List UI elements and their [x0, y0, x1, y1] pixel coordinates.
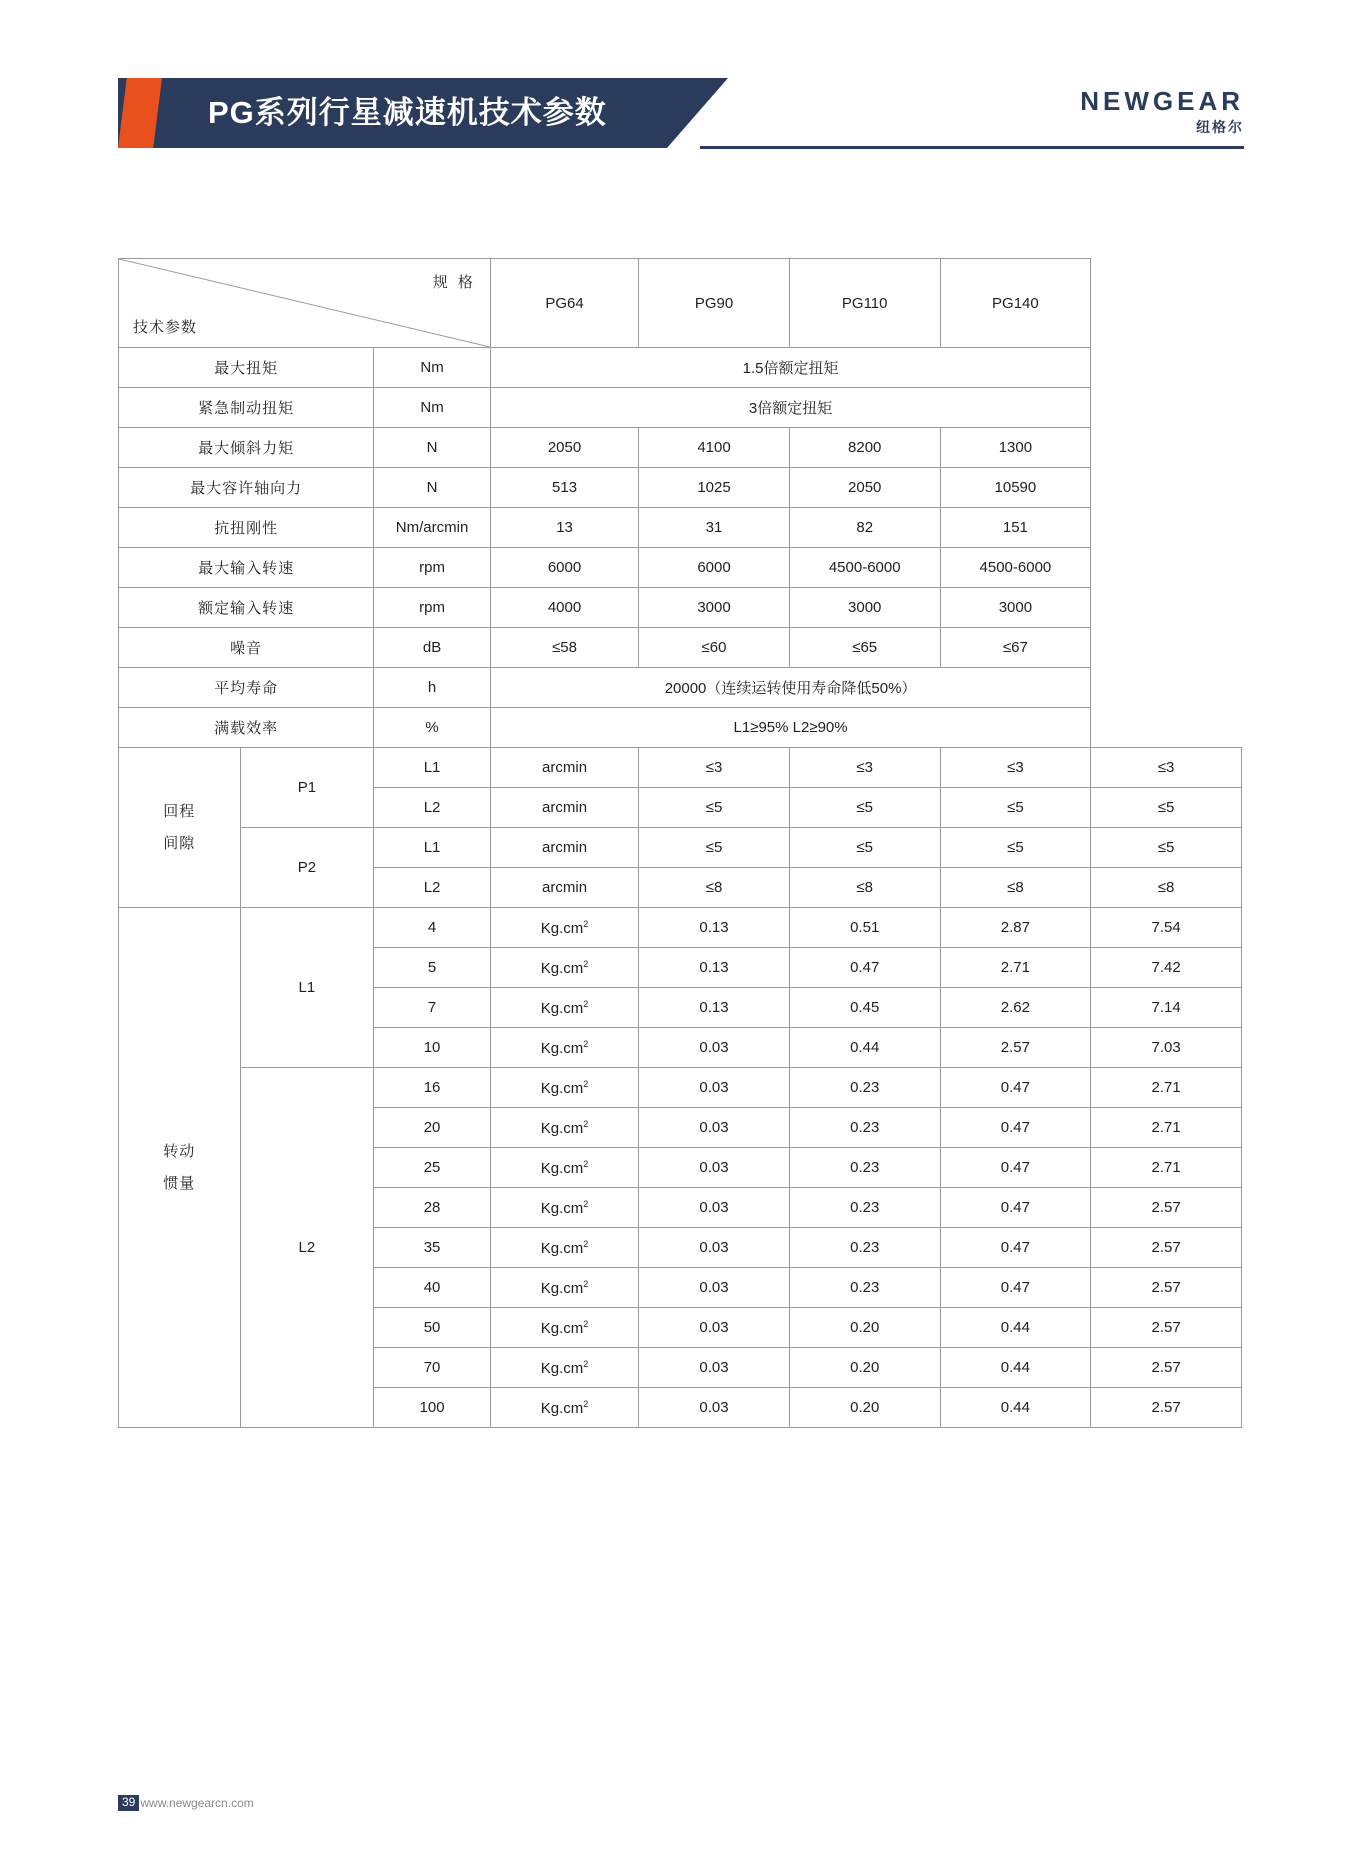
row-label: 最大倾斜力矩 [119, 428, 374, 468]
page-title: PG系列行星减速机技术参数 [208, 95, 607, 130]
ratio-value: 100 [374, 1388, 491, 1428]
row-unit: $Kg.cm^2$ [490, 1108, 638, 1148]
row-value: ≤5 [639, 828, 790, 868]
row-value: 2.57 [1091, 1348, 1242, 1388]
group-label-line2: 惯量 [163, 1174, 196, 1192]
row-label: 最大容许轴向力 [119, 468, 374, 508]
table-row [119, 668, 1242, 708]
row-value: 513 [490, 468, 638, 508]
page-number: 39 [118, 1795, 139, 1811]
row-unit: $Kg.cm^2$ [490, 1068, 638, 1108]
ratio-value: 50 [374, 1308, 491, 1348]
row-value: 31 [639, 508, 790, 548]
row-unit: h [374, 668, 491, 708]
stage-label: L1 [374, 748, 491, 788]
row-unit: $Kg.cm^2$ [490, 948, 638, 988]
row-unit: Nm [374, 388, 491, 428]
row-span-value: 20000（连续运转使用寿命降低50%） [490, 668, 1090, 708]
row-unit: $Kg.cm^2$ [490, 908, 638, 948]
row-value: 2.57 [1091, 1188, 1242, 1228]
row-value: ≤8 [940, 868, 1091, 908]
row-value: ≤5 [789, 828, 940, 868]
row-value: ≤65 [789, 628, 940, 668]
row-value: 0.13 [639, 948, 790, 988]
row-value: 0.23 [789, 1228, 940, 1268]
row-value: 0.03 [639, 1388, 790, 1428]
row-value: 0.47 [940, 1228, 1091, 1268]
stage-label: L1 [374, 828, 491, 868]
table-row [119, 508, 1242, 548]
table-row [119, 348, 1242, 388]
row-value: 7.42 [1091, 948, 1242, 988]
row-value: 7.54 [1091, 908, 1242, 948]
row-value: ≤58 [490, 628, 638, 668]
row-unit: Nm [374, 348, 491, 388]
row-unit: $Kg.cm^2$ [490, 1228, 638, 1268]
row-value: 4100 [639, 428, 790, 468]
group-label-line2: 间隙 [163, 834, 196, 852]
row-unit: $Kg.cm^2$ [490, 1388, 638, 1428]
row-value: 4500-6000 [789, 548, 940, 588]
table-row [119, 388, 1242, 428]
row-span-value: 3倍额定扭矩 [490, 388, 1090, 428]
row-value: 6000 [639, 548, 790, 588]
table-row [119, 588, 1242, 628]
row-unit: N [374, 468, 491, 508]
row-value: 0.03 [639, 1308, 790, 1348]
row-value: 2.71 [940, 948, 1091, 988]
table-row [119, 468, 1242, 508]
row-unit: $Kg.cm^2$ [490, 1188, 638, 1228]
row-value: 0.13 [639, 908, 790, 948]
subgroup-label-p1: P1 [240, 748, 374, 828]
ratio-value: 25 [374, 1148, 491, 1188]
row-value: 6000 [490, 548, 638, 588]
row-value: ≤5 [940, 828, 1091, 868]
table-row [119, 548, 1242, 588]
row-value: 82 [789, 508, 940, 548]
row-label: 最大输入转速 [119, 548, 374, 588]
row-value: 0.20 [789, 1348, 940, 1388]
row-value: ≤5 [789, 788, 940, 828]
ratio-value: 16 [374, 1068, 491, 1108]
ratio-value: 20 [374, 1108, 491, 1148]
row-unit: $Kg.cm^2$ [490, 1268, 638, 1308]
row-value: 0.03 [639, 1348, 790, 1388]
row-label: 最大扭矩 [119, 348, 374, 388]
row-value: 0.44 [940, 1308, 1091, 1348]
row-value: ≤8 [639, 868, 790, 908]
row-value: ≤5 [639, 788, 790, 828]
table-row [119, 748, 1242, 788]
row-unit: $Kg.cm^2$ [490, 1028, 638, 1068]
ratio-value: 7 [374, 988, 491, 1028]
page-footer [118, 1795, 254, 1811]
table-row [119, 708, 1242, 748]
row-value: 3000 [639, 588, 790, 628]
model-header-pg140: PG140 [940, 259, 1091, 348]
stage-label-l1: L1 [240, 908, 374, 1068]
header-divider-rule [700, 146, 1244, 149]
row-unit: $Kg.cm^2$ [490, 1148, 638, 1188]
row-unit: rpm [374, 588, 491, 628]
table-row [119, 1068, 1242, 1108]
row-value: 2.57 [940, 1028, 1091, 1068]
row-unit: arcmin [490, 748, 638, 788]
row-value: 0.13 [639, 988, 790, 1028]
row-value: 8200 [789, 428, 940, 468]
row-span-value: 1.5倍额定扭矩 [490, 348, 1090, 388]
row-label: 紧急制动扭矩 [119, 388, 374, 428]
row-value: ≤3 [940, 748, 1091, 788]
row-value: 0.47 [940, 1188, 1091, 1228]
model-header-pg64: PG64 [490, 259, 638, 348]
ratio-value: 10 [374, 1028, 491, 1068]
row-value: 0.03 [639, 1028, 790, 1068]
row-value: 7.03 [1091, 1028, 1242, 1068]
row-value: ≤5 [1091, 788, 1242, 828]
row-unit: arcmin [490, 868, 638, 908]
row-value: 0.44 [940, 1388, 1091, 1428]
row-label: 噪音 [119, 628, 374, 668]
row-value: 0.03 [639, 1108, 790, 1148]
stage-label: L2 [374, 788, 491, 828]
row-value: ≤3 [1091, 748, 1242, 788]
row-value: 0.45 [789, 988, 940, 1028]
row-label: 抗扭刚性 [119, 508, 374, 548]
row-value: 0.03 [639, 1268, 790, 1308]
row-value: 7.14 [1091, 988, 1242, 1028]
row-value: 0.23 [789, 1188, 940, 1228]
row-value: 0.47 [940, 1268, 1091, 1308]
row-value: 2.71 [1091, 1108, 1242, 1148]
row-value: 0.47 [940, 1068, 1091, 1108]
row-value: 4500-6000 [940, 548, 1091, 588]
row-value: 2.71 [1091, 1068, 1242, 1108]
row-value: 2.62 [940, 988, 1091, 1028]
ratio-value: 4 [374, 908, 491, 948]
row-value: 2.71 [1091, 1148, 1242, 1188]
corner-param-label: 技术参数 [133, 319, 198, 336]
row-label: 平均寿命 [119, 668, 374, 708]
table-row [119, 428, 1242, 468]
row-unit: % [374, 708, 491, 748]
row-value: ≤8 [789, 868, 940, 908]
row-value: ≤8 [1091, 868, 1242, 908]
row-value: 0.51 [789, 908, 940, 948]
row-unit: $Kg.cm^2$ [490, 1308, 638, 1348]
row-value: 2050 [490, 428, 638, 468]
table-row [119, 628, 1242, 668]
ratio-value: 35 [374, 1228, 491, 1268]
row-value: 2.57 [1091, 1388, 1242, 1428]
row-value: 0.44 [940, 1348, 1091, 1388]
row-label: 满载效率 [119, 708, 374, 748]
row-value: 1025 [639, 468, 790, 508]
ratio-value: 28 [374, 1188, 491, 1228]
row-value: 151 [940, 508, 1091, 548]
brand-logo [1080, 88, 1244, 137]
corner-header-cell [119, 259, 491, 348]
row-value: 0.47 [940, 1108, 1091, 1148]
row-value: 2.57 [1091, 1268, 1242, 1308]
row-value: 1300 [940, 428, 1091, 468]
row-value: 0.44 [789, 1028, 940, 1068]
table-header-row [119, 259, 1242, 348]
row-value: 0.03 [639, 1188, 790, 1228]
row-value: 3000 [940, 588, 1091, 628]
group-label-backlash [119, 748, 241, 908]
group-label-inertia [119, 908, 241, 1428]
group-label-line1: 回程 [163, 803, 196, 820]
row-value: ≤5 [940, 788, 1091, 828]
row-unit: rpm [374, 548, 491, 588]
spec-table [118, 258, 1242, 1428]
group-label-line1: 转动 [163, 1143, 196, 1160]
row-value: 2.57 [1091, 1228, 1242, 1268]
row-label: 额定输入转速 [119, 588, 374, 628]
row-value: 3000 [789, 588, 940, 628]
row-value: ≤5 [1091, 828, 1242, 868]
ratio-value: 5 [374, 948, 491, 988]
row-value: 4000 [490, 588, 638, 628]
row-value: 0.20 [789, 1308, 940, 1348]
row-value: 0.20 [789, 1388, 940, 1428]
row-value: 10590 [940, 468, 1091, 508]
spec-table-container [118, 258, 1242, 1428]
row-value: 0.23 [789, 1068, 940, 1108]
row-value: ≤67 [940, 628, 1091, 668]
row-value: 2050 [789, 468, 940, 508]
row-value: 0.03 [639, 1148, 790, 1188]
table-row [119, 908, 1242, 948]
row-value: 0.03 [639, 1228, 790, 1268]
row-value: 0.47 [789, 948, 940, 988]
row-value: ≤60 [639, 628, 790, 668]
row-value: 13 [490, 508, 638, 548]
row-unit: N [374, 428, 491, 468]
row-unit: $Kg.cm^2$ [490, 988, 638, 1028]
footer-url: www.newgearcn.com [140, 1795, 254, 1810]
row-value: 0.03 [639, 1068, 790, 1108]
row-value: 2.57 [1091, 1308, 1242, 1348]
row-value: 0.23 [789, 1148, 940, 1188]
row-unit: $Kg.cm^2$ [490, 1348, 638, 1388]
row-value: 0.23 [789, 1108, 940, 1148]
corner-spec-label: 规 格 [432, 274, 476, 291]
subgroup-label-p2: P2 [240, 828, 374, 908]
brand-name: NEWGEAR [1080, 86, 1244, 116]
row-span-value: L1≥95% L2≥90% [490, 708, 1090, 748]
model-header-pg110: PG110 [789, 259, 940, 348]
stage-label-l2: L2 [240, 1068, 374, 1428]
row-unit: arcmin [490, 828, 638, 868]
ratio-value: 40 [374, 1268, 491, 1308]
row-unit: Nm/arcmin [374, 508, 491, 548]
row-value: ≤3 [639, 748, 790, 788]
stage-label: L2 [374, 868, 491, 908]
row-value: 0.47 [940, 1148, 1091, 1188]
brand-name-cn: 纽格尔 [1196, 119, 1244, 136]
row-value: 2.87 [940, 908, 1091, 948]
table-row [119, 828, 1242, 868]
ratio-value: 70 [374, 1348, 491, 1388]
row-value: ≤3 [789, 748, 940, 788]
row-unit: dB [374, 628, 491, 668]
row-value: 0.23 [789, 1268, 940, 1308]
row-unit: arcmin [490, 788, 638, 828]
model-header-pg90: PG90 [639, 259, 790, 348]
